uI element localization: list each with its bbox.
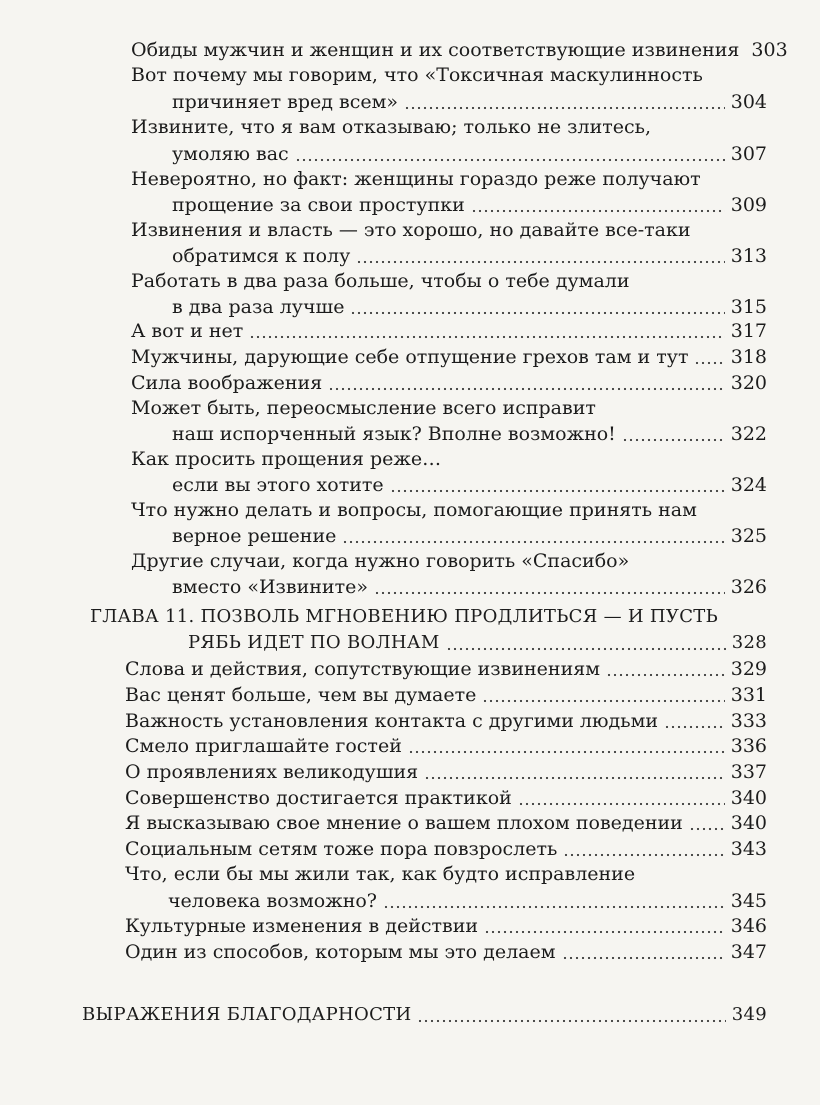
toc-entry-title-cont: если вы этого хотите	[172, 474, 384, 496]
toc-entry-title: Важность установления контакта с другими людьми	[125, 710, 659, 732]
toc-entry-title-cont: в два раза лучше	[172, 296, 345, 318]
dot-leader	[328, 387, 725, 391]
toc-entry-title: О проявлениях великодушия	[125, 761, 419, 783]
dot-leader	[390, 489, 725, 493]
toc-line	[125, 656, 767, 682]
page-number: 337	[730, 761, 767, 783]
page-number: 318	[730, 346, 767, 368]
page-number: 315	[730, 296, 767, 318]
toc-entry-title: Невероятно, но факт: женщины гораздо реже получают	[131, 168, 701, 190]
toc-line	[125, 836, 767, 862]
chapter-title-cont: РЯБЬ ИДЕТ ПО ВОЛНАМ	[188, 632, 440, 653]
page-number: 320	[730, 372, 767, 394]
toc-line	[125, 913, 767, 939]
toc-line	[188, 630, 767, 656]
dot-leader	[417, 1019, 725, 1023]
dot-leader	[518, 802, 725, 806]
dot-leader	[562, 956, 725, 960]
toc-line	[131, 37, 788, 63]
toc-entry-title: Вот почему мы говорим, что «Токсичная маскулинность	[131, 64, 703, 86]
toc-line	[172, 421, 767, 447]
toc-line	[125, 810, 767, 836]
dot-leader	[350, 311, 724, 315]
page-number: 336	[730, 735, 767, 757]
page-number: 328	[731, 632, 767, 653]
dot-leader	[374, 591, 725, 595]
page-number: 343	[730, 838, 767, 860]
toc-line	[172, 523, 767, 549]
toc-entry-title-cont: наш испорченный язык? Вполне возможно!	[172, 423, 616, 445]
page-number: 325	[730, 525, 767, 547]
page-number: 346	[730, 915, 767, 937]
toc-entry-title: Один из способов, которым мы это делаем	[125, 941, 556, 963]
toc-line	[125, 733, 767, 759]
dot-leader	[471, 209, 725, 213]
toc-line	[131, 344, 767, 370]
toc-entry-title: Другие случаи, когда нужно говорить «Спасибо»	[131, 550, 630, 572]
toc-entry-title: Слова и действия, сопутствующие извинениям	[125, 658, 600, 680]
toc-line	[172, 243, 767, 269]
toc-entry-title-cont: человека возможно?	[168, 890, 377, 912]
toc-line	[131, 370, 767, 396]
toc-line	[125, 682, 767, 708]
toc-entry-title: Культурные изменения в действии	[125, 915, 479, 937]
toc-line	[125, 785, 767, 811]
toc-entry-title: Сила воображения	[131, 372, 323, 394]
dot-leader	[424, 776, 725, 780]
toc-entry-title: Может быть, переосмысление всего исправит	[131, 397, 596, 419]
toc-line	[168, 888, 767, 914]
toc-entry-title: А вот и нет	[131, 320, 244, 342]
toc-entry-title: Извините, что я вам отказываю; только не злитесь,	[131, 116, 652, 138]
dot-leader	[694, 361, 724, 365]
toc-entry-title-cont: вместо «Извините»	[172, 576, 368, 598]
toc-entry-title: Социальным сетям тоже пора повзрослеть	[125, 838, 558, 860]
page-number: 340	[730, 787, 767, 809]
page-number: 304	[730, 91, 767, 113]
page-number: 313	[730, 245, 767, 267]
toc-line	[125, 759, 767, 785]
dot-leader	[563, 853, 724, 857]
dot-leader	[664, 725, 725, 729]
toc-entry-title: Вас ценят больше, чем вы думаете	[125, 684, 477, 706]
toc-entry-title: Извинения и власть — это хорошо, но давайте все-таки	[131, 219, 691, 241]
toc-line	[172, 89, 767, 115]
dot-leader	[446, 647, 726, 651]
toc-entry-title: Обиды мужчин и женщин и их соответствующие извинения	[131, 39, 740, 61]
page-number: 309	[730, 194, 767, 216]
page-number: 347	[730, 941, 767, 963]
dot-leader	[622, 438, 725, 442]
page-number: 329	[730, 658, 767, 680]
section-title: ВЫРАЖЕНИЯ БЛАГОДАРНОСТИ	[82, 1004, 412, 1025]
dot-leader	[295, 158, 725, 162]
dot-leader	[408, 750, 725, 754]
toc-line	[125, 939, 767, 965]
toc-entry-title-cont: обратимся к полу	[172, 245, 351, 267]
toc-line	[82, 1002, 767, 1028]
toc-entry-title: Я высказываю свое мнение о вашем плохом поведении	[125, 812, 683, 834]
dot-leader	[689, 827, 725, 831]
toc-entry-title: Мужчины, дарующие себе отпущение грехов там и тут	[131, 346, 689, 368]
chapter-title: ГЛАВА 11. ПОЗВОЛЬ МГНОВЕНИЮ ПРОДЛИТЬСЯ — И ПУСТЬ	[90, 606, 719, 627]
page-number: 303	[751, 39, 788, 61]
toc-entry-title-cont: верное решение	[172, 525, 337, 547]
dot-leader	[404, 106, 725, 110]
page-number: 326	[730, 576, 767, 598]
page-number: 349	[731, 1004, 767, 1025]
page-number: 322	[730, 423, 767, 445]
toc-line	[172, 192, 767, 218]
toc-line	[172, 574, 767, 600]
dot-leader	[356, 260, 724, 264]
dot-leader	[249, 335, 724, 339]
page-number: 345	[730, 890, 767, 912]
toc-entry-title-cont: прощение за свои проступки	[172, 194, 465, 216]
toc-entry-title: Работать в два раза больше, чтобы о тебе думали	[131, 270, 630, 292]
page-number: 331	[730, 684, 767, 706]
toc-entry-title: Что, если бы мы жили так, как будто исправление	[125, 863, 636, 885]
toc-entry-title: Как просить прощения реже…	[131, 448, 442, 470]
page-number: 340	[730, 812, 767, 834]
page-number: 317	[730, 320, 767, 342]
page-number: 333	[730, 710, 767, 732]
dot-leader	[342, 540, 724, 544]
toc-line	[172, 472, 767, 498]
page-number: 307	[730, 143, 767, 165]
toc-entry-title: Совершенство достигается практикой	[125, 787, 512, 809]
page-number: 324	[730, 474, 767, 496]
toc-line	[172, 141, 767, 167]
toc-line	[125, 708, 767, 734]
dot-leader	[383, 905, 725, 909]
dot-leader	[606, 673, 725, 677]
toc-entry-title: Что нужно делать и вопросы, помогающие принять нам	[131, 499, 697, 521]
dot-leader	[484, 930, 725, 934]
toc-line	[131, 318, 767, 344]
toc-entry-title-cont: причиняет вред всем»	[172, 91, 398, 113]
toc-entry-title-cont: умоляю вас	[172, 143, 289, 165]
dot-leader	[482, 699, 724, 703]
toc-entry-title: Смело приглашайте гостей	[125, 735, 402, 757]
toc-line	[172, 294, 767, 320]
